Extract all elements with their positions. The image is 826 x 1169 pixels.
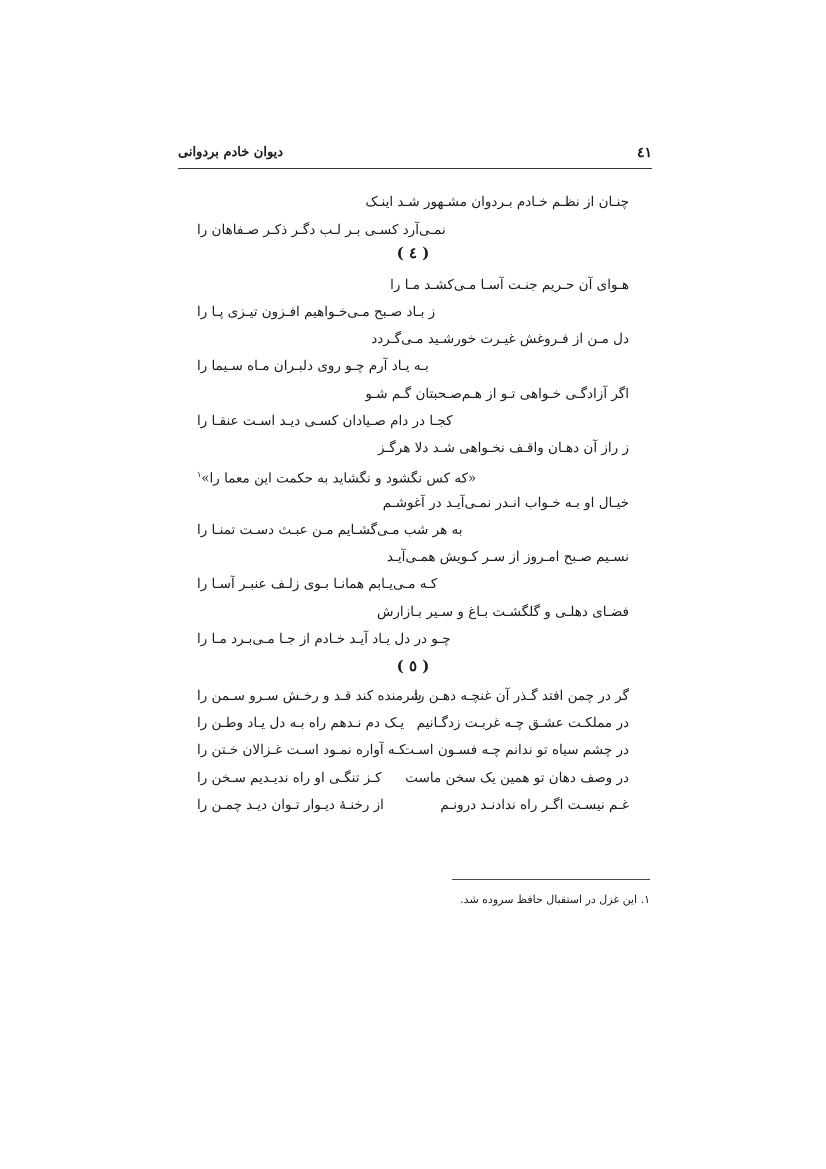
mesra-second: بـه یـاد آرم چـو روی دلبـران مـاه سـیما را <box>197 358 429 374</box>
mesra-second: کـه آواره نمـود اسـت غـزالان خـتن را <box>197 742 406 758</box>
running-header <box>178 143 652 165</box>
mesra-first: فضـای دهلـی و گلگشـت بـاغ و سـیر بـازارش <box>376 604 629 620</box>
mesra-second: از رخنـهٔ دیـوار تـوان دیـد چمـن را <box>197 797 384 813</box>
mesra-second: کـه مـی‌یـابم همانـا بـوی زلـف عنبـر آسـا را <box>197 576 438 592</box>
mesra-second: ز بـاد صـبح مـی‌خـواهیم افـزون تیـزی پـا را <box>197 304 436 320</box>
page-number: ٤١ <box>636 145 652 161</box>
mesra-second: چـو در دل یـاد آیـد خـادم از جـا مـی‌بـرد مـا را <box>197 631 451 647</box>
mesra-second: کجـا در دام صـیادان کسـی دیـد اسـت عنقـا را <box>197 413 453 429</box>
footnote-marker: ١ <box>197 470 202 479</box>
mesra-first: دل مـن از فـروغش غیـرت خورشـید مـی‌گـردد <box>371 331 629 347</box>
mesra-second: یـک دم نـدهم راه بـه دل یـاد وطـن را <box>197 715 405 731</box>
mesra-second: کـز تنگـی او راه ندیـدیم سـخن را <box>197 770 382 786</box>
mesra-first: نسـیم صـبح امـروز از سـر کـویش همـی‌آیـد <box>386 549 629 565</box>
book-title: دیوان خادم بردوانی <box>178 145 284 160</box>
mesra-first: غـم نیسـت اگـر راه ندادنـد درونـم <box>440 797 629 813</box>
mesra-first: خیـال او بـه خـواب انـدر نمـی‌آیـد در آغوشـم <box>382 495 629 511</box>
section-number: ( ٥ ) <box>396 657 430 675</box>
footnote-rule <box>452 879 650 880</box>
mesra-second: شرمنده کند قـد و رخـش سـرو سـمن را <box>197 688 422 704</box>
mesra-first: اگر آزادگـی خـواهی تـو از هـم‌صـحبتان گـم شـو <box>365 386 629 402</box>
mesra-first: گر در چمن افتد گـذر آن غنچـه دهـن را <box>414 688 629 704</box>
mesra-quote: «که کس نگشود و نگشاید به حکمت این معما را» <box>201 470 477 487</box>
mesra-first: چنـان از نظـم خـادم بـردوان مشـهور شـد اینـک <box>365 194 629 210</box>
mesra-first: هـوای آن حـریم جنـت آسـا مـی‌کشـد مـا را <box>390 277 629 293</box>
mesra-first: ز راز آن دهـان واقـف نخـواهی شـد دلا هرگـز <box>377 440 629 456</box>
mesra-second <box>197 465 476 489</box>
header-rule <box>178 168 652 169</box>
mesra-second: به هر شب مـی‌گشـایم مـن عبـث دسـت تمنـا را <box>197 522 463 538</box>
mesra-second: نمـی‌آرد کسـی بـر لـب دگـر ذکـر صـفاهان را <box>197 222 446 238</box>
mesra-first: در چشم سیاه تو ندانم چـه فسـون اسـت <box>401 742 629 758</box>
footnote: ١. این غزل در استقبال حافظ سروده شد. <box>460 893 650 906</box>
section-number: ( ٤ ) <box>396 244 430 262</box>
mesra-first: در مملکـت عشـق چـه غربـت زدگـانیم <box>416 715 629 731</box>
mesra-first: در وصف دهان تو همین یک سخن ماست <box>405 770 629 786</box>
